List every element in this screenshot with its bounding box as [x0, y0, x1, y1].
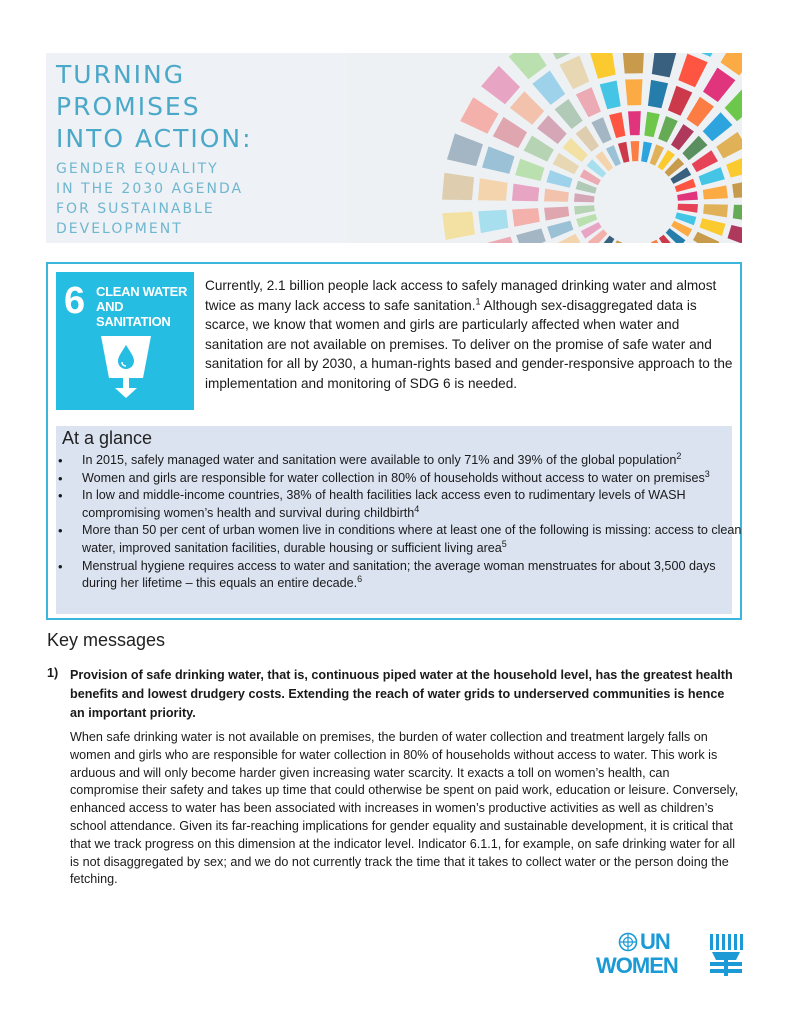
burst-segment	[609, 112, 625, 138]
un-women-emblem-icon	[706, 932, 746, 978]
list-item	[82, 470, 752, 488]
burst-segment	[493, 117, 527, 148]
burst-segment	[574, 193, 595, 202]
burst-segment	[512, 184, 539, 202]
burst-segment	[668, 86, 692, 116]
list-item	[82, 487, 752, 522]
title-line: TURNING	[56, 60, 186, 89]
intro-text: Although sex-disaggregated data is scarce, we know that women and girls are particularly affected when water and sanitation are not available on premises. To deliver on the promise of safe water and sanitation for all by 2030, a human-rights based and gender-responsive approach to the implementation and monitoring of SDG 6 is needed.	[205, 297, 733, 391]
footnote-ref: 6	[357, 573, 363, 584]
list-item-text: Women and girls are responsible for water collection in 80% of households without access to water on premises	[82, 470, 705, 485]
sdg-6-tile	[56, 272, 194, 410]
burst-segment	[576, 87, 601, 117]
header-banner	[46, 53, 742, 243]
burst-segment	[687, 97, 715, 127]
burst-segment	[716, 132, 742, 159]
burst-segment	[537, 115, 567, 144]
intro-text: Currently, 2.1 billion people lack access to safely managed drinking water and almost twice as many lack access to safe sanitation.	[205, 278, 717, 313]
burst-segment	[481, 66, 520, 105]
burst-segment	[703, 68, 735, 102]
at-a-glance-list	[56, 452, 752, 593]
burst-segment	[726, 155, 742, 178]
footnote-ref: 5	[501, 538, 507, 549]
burst-segment	[515, 159, 544, 181]
burst-segment	[732, 179, 742, 198]
burst-segment	[544, 207, 569, 221]
burst-segment	[509, 53, 547, 79]
sdg-name-line: CLEAN WATER	[96, 284, 188, 299]
burst-segment	[532, 71, 565, 105]
logo-text-un: UN	[640, 929, 670, 954]
burst-segment	[483, 237, 516, 243]
sdg-summary-box	[46, 262, 742, 620]
subtitle-line: GENDER EQUALITY	[56, 161, 219, 177]
water-glass-icon	[95, 332, 157, 400]
burst-segment	[648, 80, 668, 108]
report-title	[56, 59, 253, 155]
at-a-glance-heading: At a glance	[62, 428, 153, 448]
list-item-text: Menstrual hygiene requires access to water and sanitation; the average woman menstruates for about 3,500 days during her lifetime – this equals an entire decade.	[82, 558, 716, 591]
at-a-glance-panel	[56, 426, 742, 614]
burst-segment	[510, 91, 544, 125]
list-item-text: More than 50 per cent of urban women live in conditions where at least one of the following is missing: access to clean water, improved sanitation facilities, durable housing or sufficient living area	[82, 523, 742, 555]
burst-segment	[442, 212, 475, 240]
footnote-ref: 2	[676, 450, 682, 461]
burst-segment	[460, 97, 498, 133]
footnote-ref: 4	[414, 503, 420, 514]
footnote-ref: 1	[475, 296, 481, 307]
subtitle-line: IN THE 2030 AGENDA	[56, 181, 244, 197]
burst-segment	[442, 173, 474, 200]
list-item	[82, 558, 752, 593]
burst-segment	[725, 87, 742, 121]
burst-segment	[678, 54, 707, 88]
burst-segment	[447, 134, 483, 167]
title-line: INTO ACTION:	[56, 124, 253, 153]
intro-paragraph	[205, 276, 733, 394]
un-globe-icon	[618, 932, 638, 952]
list-item-text: In 2015, safely managed water and sanitation were available to only 71% and 39% of the global population	[82, 453, 677, 467]
footnote-ref: 3	[704, 468, 710, 479]
message-number: 1)	[47, 666, 59, 680]
key-messages-heading: Key messages	[47, 630, 166, 650]
un-women-logo	[596, 930, 746, 980]
burst-segment	[524, 136, 554, 162]
burst-segment	[542, 53, 577, 60]
list-item	[82, 522, 752, 557]
logo-text-women: WOMEN	[596, 953, 678, 978]
burst-segment	[559, 56, 589, 90]
burst-segment	[677, 191, 698, 201]
burst-segment	[590, 53, 616, 79]
burst-segment	[574, 205, 595, 215]
burst-segment	[544, 189, 569, 202]
burst-segment	[700, 218, 726, 236]
burst-segment	[478, 210, 508, 233]
list-item	[82, 452, 752, 470]
burst-segment	[628, 111, 641, 135]
burst-segment	[516, 228, 546, 243]
message-heading: Provision of safe drinking water, that is, continuous piped water at the household level, has the greatest health benefits and lowest drudgery costs. Extending the reach of water grids to underserved communities is hence an important priority.	[70, 668, 733, 720]
burst-segment	[728, 225, 743, 243]
sdg-number: 6	[64, 280, 86, 322]
burst-segment	[547, 221, 573, 239]
burst-segment	[678, 204, 699, 213]
subtitle-line: DEVELOPMENT	[56, 221, 183, 237]
burst-segment	[699, 167, 725, 185]
burst-segment	[546, 170, 572, 188]
burst-segment	[689, 53, 724, 57]
burst-segment	[555, 99, 583, 129]
sdg-name-line: AND SANITATION	[96, 299, 171, 329]
burst-segment	[512, 208, 540, 227]
burst-segment	[703, 185, 728, 199]
list-item-text: In low and middle-income countries, 38% of health facilities lack access even to rudimentary levels of WASH compromising women’s health and survival during childbirth	[82, 488, 686, 520]
burst-segment	[652, 53, 677, 77]
burst-segment	[703, 112, 733, 141]
burst-segment	[641, 142, 652, 163]
subtitle-line: FOR SUSTAINABLE	[56, 201, 215, 217]
burst-segment	[618, 142, 630, 163]
burst-segment	[631, 141, 640, 161]
burst-segment	[625, 79, 642, 105]
sdg-name	[96, 284, 194, 329]
burst-segment	[703, 204, 728, 217]
burst-segment	[733, 205, 742, 223]
report-subtitle	[56, 159, 243, 239]
message-body: When safe drinking water is not available on premises, the burden of water collection and treatment largely falls on women and girls who are responsible for water collection in 80% of households without access to water. This work is arduous and will only become harder given increasing water scarcity. It exacts a toll on women’s health, can compromise their safety and takes up time that could otherwise be spent on paid work, education or leisure. Conversely, enhanced access to water has been associated with increases in women’s productive activities as well as children’s school attendance. Given its far-reaching implications for gender equality and sustainable development, it is critical that that we track progress on this dimension at the indicator level. Indicator 6.1.1, for example, on safe drinking water for all is not disaggregated by sex; and we do not currently track the time that it takes to collect water or the person doing the fetching.	[70, 730, 739, 887]
burst-segment	[478, 178, 508, 200]
title-line: PROMISES	[56, 92, 201, 121]
burst-segment	[600, 81, 621, 110]
burst-segment	[622, 53, 644, 74]
burst-segment	[482, 146, 515, 173]
burst-segment	[644, 112, 660, 138]
